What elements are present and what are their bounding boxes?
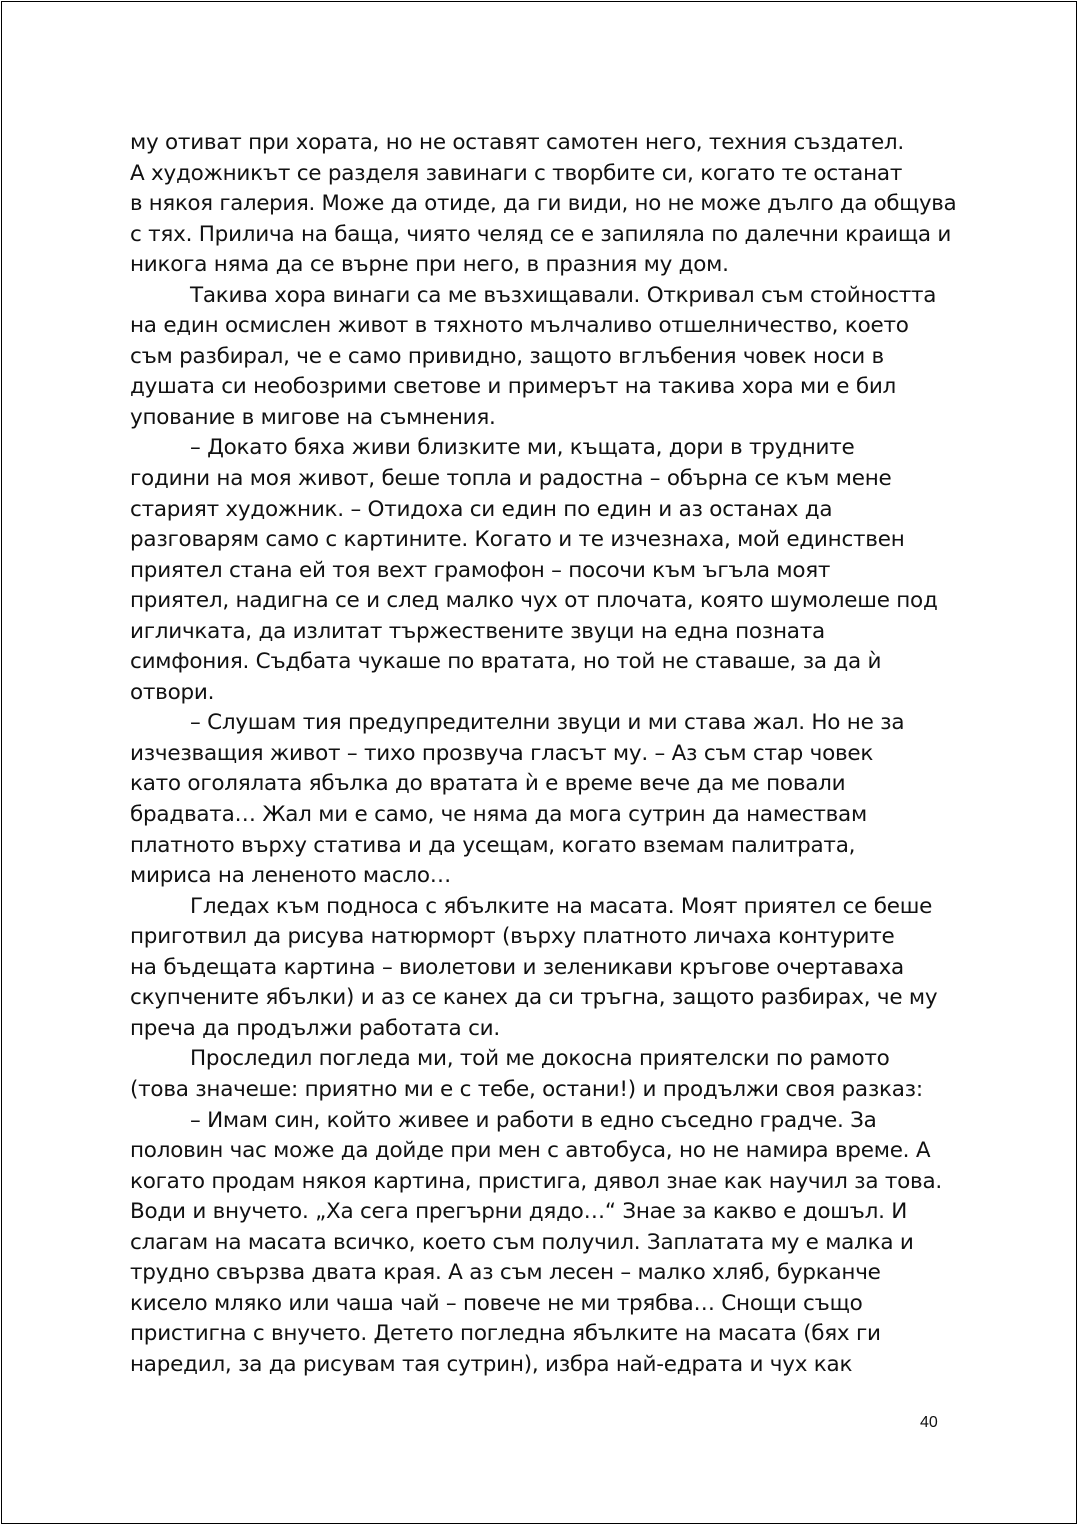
text-line: А художникът се разделя завинаги с творбите си, когато те останат [130, 160, 903, 186]
text-line: изчезващия живот – тихо прозвуча гласът му. – Аз съм стар човек [130, 740, 874, 766]
body-text [130, 128, 960, 1380]
page-number: 40 [920, 1414, 938, 1431]
text-line: слагам на масата всичко, което съм получил. Заплатата му е малка и [130, 1229, 914, 1255]
text-line: наредил, за да рисувам тая сутрин), избра най-едрата и чух как [130, 1351, 853, 1377]
text-line: когато продам някоя картина, пристига, дявол знае как научил за това. [130, 1168, 942, 1194]
text-line: Води и внучето. „Ха сега прегърни дядо…“ Знае за какво е дошъл. И [130, 1199, 908, 1225]
text-line: игличката, да излитат тържествените звуци на една позната [130, 618, 825, 644]
text-line: мириса на лененото масло… [130, 863, 452, 889]
text-line: му отиват при хората, но не оставят самотен него, техния създател. [130, 130, 905, 155]
text-line: с тях. Прилича на баща, чиято челяд се е запиляла по далечни краища и [130, 221, 952, 247]
text-line: Гледах към подноса с ябълките на масата. Моят приятел се беше [190, 893, 933, 919]
text-line: пристигна с внучето. Детето погледна ябълките на масата (бях ги [130, 1321, 881, 1347]
text-line: – Слушам тия предупредителни звуци и ми става жал. Но не за [190, 710, 905, 736]
text-line: приготвил да рисува натюрморт (върху платното личаха контурите [130, 924, 895, 950]
text-line: Такива хора винаги са ме възхищавали. Откривал съм стойността [190, 282, 937, 308]
text-line: (това значеше: приятно ми е с тебе, остани!) и продължи своя разказ: [130, 1076, 923, 1102]
text-line: трудно свързва двата края. А аз съм лесен – малко хляб, бурканче [130, 1260, 881, 1286]
text-line: скупчените ябълки) и аз се канех да си тръгна, защото разбирах, че му [130, 985, 938, 1011]
text-line: в някоя галерия. Може да отиде, да ги види, но не може дълго да общува [130, 191, 957, 217]
text-line: упование в мигове на съмнения. [130, 404, 496, 430]
text-line: – Имам син, който живее и работи в едно съседно градче. За [190, 1107, 877, 1133]
text-line: разговарям само с картините. Когато и те изчезнаха, мой единствен [130, 527, 905, 553]
text-line: години на моя живот, беше топла и радостна – обърна се към мене [130, 466, 892, 492]
text-line: никога няма да се върне при него, в празния му дом. [130, 252, 729, 278]
text-line: преча да продължи работата си. [130, 1015, 500, 1041]
text-line: отвори. [130, 679, 215, 705]
text-line: съм разбирал, че е само привидно, защото вглъбения човек носи в [130, 343, 884, 369]
text-line: брадвата… Жал ми е само, че няма да мога сутрин да намествам [130, 802, 867, 828]
text-line: Проследил погледа ми, той ме докосна приятелски по рамото [190, 1046, 890, 1072]
text-line: платното върху статива и да усещам, когато вземам палитрата, [130, 832, 856, 858]
text-line: като оголялата ябълка до вратата ѝ е време вече да ме повали [130, 771, 846, 797]
text-line: приятел стана ей тоя вехт грамофон – посочи към ъгъла моят [130, 557, 831, 583]
text-line: старият художник. – Отидоха си един по един и аз останах да [130, 496, 833, 522]
text-line: симфония. Съдбата чукаше по вратата, но той не ставаше, за да ѝ [130, 649, 882, 675]
text-line: половин час може да дойде при мен с автобуса, но не намира време. А [130, 1138, 931, 1164]
text-line: на бъдещата картина – виолетови и зеленикави кръгове очертаваха [130, 954, 904, 980]
text-line: кисело мляко или чаша чай – повече не ми трябва… Снощи също [130, 1290, 863, 1316]
text-line: на един осмислен живот в тяхното мълчаливо отшелничество, което [130, 313, 909, 339]
text-line: душата си необозрими светове и примерът на такива хора ми е бил [130, 374, 897, 400]
text-line: приятел, надигна се и след малко чух от плочата, която шумолеше под [130, 588, 938, 614]
text-line: – Докато бяха живи близките ми, къщата, дори в трудните [190, 435, 855, 461]
